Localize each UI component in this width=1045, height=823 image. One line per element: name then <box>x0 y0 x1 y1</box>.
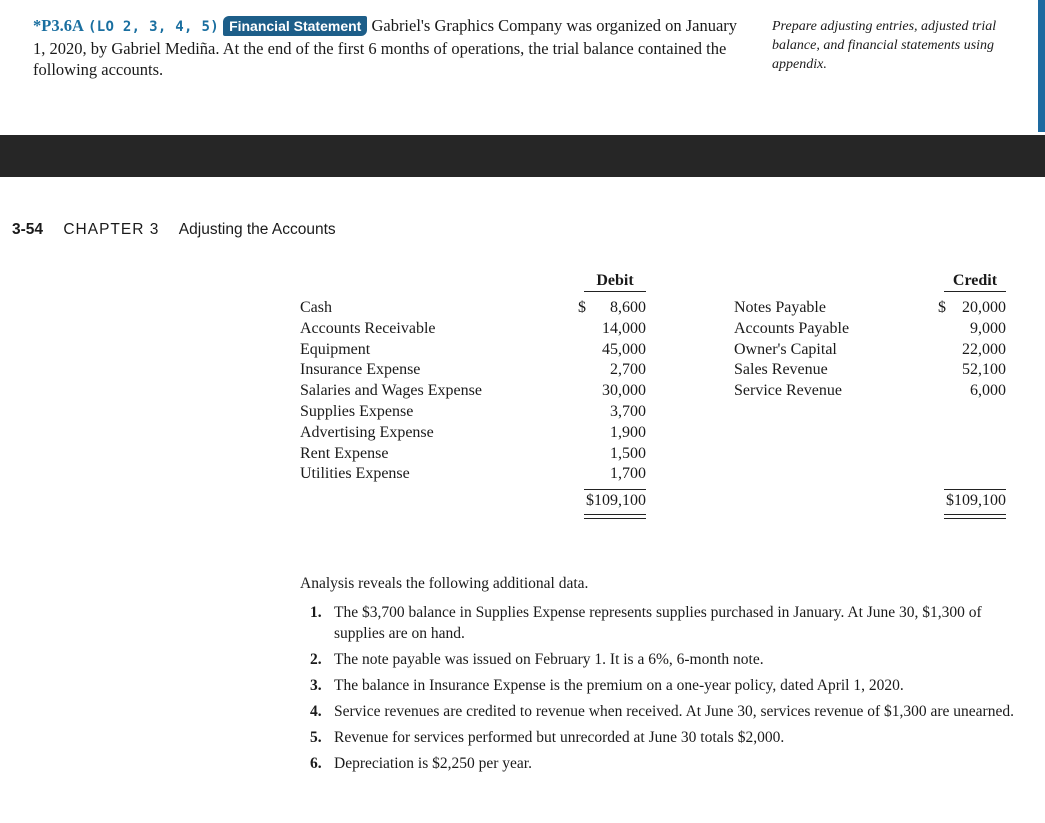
chapter-title: Adjusting the Accounts <box>178 221 336 238</box>
debit-amount: 1,500 <box>610 444 646 462</box>
credit-column-header: Credit <box>944 272 1006 292</box>
analysis-item <box>300 602 1015 644</box>
analysis-item-text: Depreciation is $2,250 per year. <box>334 755 532 772</box>
debit-amount: 45,000 <box>602 340 646 358</box>
analysis-item-number: 3. <box>310 677 322 694</box>
debit-amount: 1,700 <box>610 465 646 483</box>
analysis-item <box>300 727 1015 748</box>
debit-subtotal-rule <box>584 489 646 490</box>
analysis-intro: Analysis reveals the following additional data. <box>300 575 589 592</box>
credit-account-name: Accounts Payable <box>734 319 850 337</box>
credit-amount: 22,000 <box>962 340 1006 358</box>
chapter-running-header <box>12 221 336 239</box>
debit-account-name: Accounts Receivable <box>300 319 436 337</box>
analysis-item-text: Service revenues are credited to revenue when received. At June 30, services revenue of $1,300 are unearned. <box>334 703 1014 720</box>
debit-amount-list <box>560 298 646 485</box>
analysis-list <box>300 602 1015 774</box>
credit-subtotal-rule <box>944 489 1006 490</box>
debit-amount: 30,000 <box>602 382 646 400</box>
analysis-item-text: The balance in Insurance Expense is the premium on a one-year policy, dated April 1, 2020. <box>334 677 904 694</box>
debit-amount: 14,000 <box>602 319 646 337</box>
debit-amount: 3,700 <box>610 402 646 420</box>
credit-account-name: Sales Revenue <box>734 361 828 379</box>
debit-amount-value: 8,600 <box>610 299 646 316</box>
page-edge-accent <box>1038 0 1045 132</box>
debit-amount: 1,900 <box>610 423 646 441</box>
credit-account-name: Service Revenue <box>734 382 842 400</box>
chapter-label: CHAPTER 3 <box>63 221 160 238</box>
debit-account-name: Utilities Expense <box>300 465 410 483</box>
debit-account-name: Advertising Expense <box>300 423 434 441</box>
debit-account-name: Cash <box>300 299 332 316</box>
financial-statement-badge: Financial Statement <box>223 16 367 36</box>
credit-account-name: Notes Payable <box>734 299 826 316</box>
analysis-item-number: 4. <box>310 703 322 720</box>
credit-amount <box>920 298 1006 319</box>
analysis-item-number: 2. <box>310 651 322 668</box>
page-number: 3-54 <box>12 221 44 238</box>
debit-account-name: Equipment <box>300 340 371 358</box>
dollar-sign: $ <box>578 299 586 316</box>
credit-amount-value: 20,000 <box>962 299 1006 316</box>
credit-total: $109,100 <box>946 492 1006 509</box>
problem-text: Gabriel's Graphics Company was organized on January 1, 2020, by Gabriel Mediña. At the end of the first 6 months of operations, the trial balance contained the following accounts. <box>33 16 738 79</box>
credit-total-double-rule <box>944 514 1006 519</box>
analysis-item-number: 6. <box>310 755 322 772</box>
debit-total-double-rule <box>584 514 646 519</box>
analysis-item-number: 1. <box>310 604 322 621</box>
debit-account-name: Supplies Expense <box>300 402 414 420</box>
analysis-item <box>300 675 1015 696</box>
debit-total: $109,100 <box>586 492 646 509</box>
analysis-item <box>300 701 1015 722</box>
page-break-band <box>0 135 1045 177</box>
analysis-item <box>300 753 1015 774</box>
credit-amount-list <box>920 298 1006 402</box>
credit-account-list <box>734 298 849 402</box>
problem-statement <box>33 15 745 80</box>
analysis-item <box>300 649 1015 670</box>
debit-account-name: Insurance Expense <box>300 361 421 379</box>
learning-objectives-tag: (LO 2, 3, 4, 5) <box>88 19 219 35</box>
debit-amount: 2,700 <box>610 361 646 379</box>
debit-account-list <box>300 298 482 485</box>
analysis-item-number: 5. <box>310 729 322 746</box>
credit-amount: 6,000 <box>970 382 1006 400</box>
debit-amount <box>560 298 646 319</box>
debit-column-header: Debit <box>584 272 646 292</box>
analysis-section <box>300 573 1015 779</box>
credit-amount: 52,100 <box>962 361 1006 379</box>
problem-number: *P3.6A <box>33 16 84 35</box>
credit-account-name: Owner's Capital <box>734 340 837 358</box>
dollar-sign: $ <box>938 299 946 316</box>
credit-amount: 9,000 <box>970 319 1006 337</box>
analysis-item-text: Revenue for services performed but unrecorded at June 30 totals $2,000. <box>334 729 785 746</box>
analysis-item-text: The note payable was issued on February 1. It is a 6%, 6-month note. <box>334 651 764 668</box>
debit-account-name: Rent Expense <box>300 444 389 462</box>
debit-account-name: Salaries and Wages Expense <box>300 382 482 400</box>
analysis-item-text: The $3,700 balance in Supplies Expense represents supplies purchased in January. At June 30, $1,300 of supplies are on hand. <box>334 604 982 642</box>
side-instruction-note: Prepare adjusting entries, adjusted trial balance, and financial statements using appendix. <box>772 19 997 72</box>
